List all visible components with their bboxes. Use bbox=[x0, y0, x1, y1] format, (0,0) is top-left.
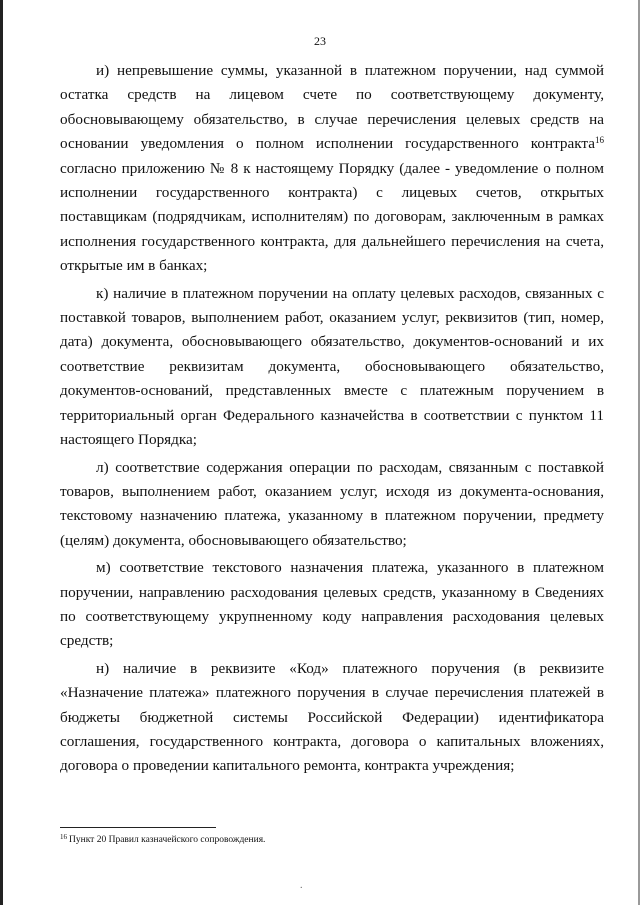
paragraph-k: к) наличие в платежном поручении на оплату целевых расходов, связанных с поставкой товаров, выполнением работ, оказанием услуг, реквизитов (тип, номер, дата) документа, обосновывающего обязательство, документов-оснований и их соответствие реквизитам документа, обосновывающего обязательство, документов-оснований, представленных вместе с платежным поручением в территориальный орган Федерального казначейства в соответствии с пунктом 11 настоящего Порядка; bbox=[60, 284, 604, 449]
scan-edge-left bbox=[0, 0, 3, 905]
footnote-reference[interactable]: 16 bbox=[595, 135, 604, 146]
paragraph-m: м) соответствие текстового назначения платежа, указанного в платежном поручении, направлению расходования целевых средств, указанному в Сведениях по соответствующему укрупненному коду направления расходования целевых средств; bbox=[60, 559, 604, 650]
paragraph-i-text-continued: согласно приложению № 8 к настоящему Порядку (далее - уведомление о полном исполнении государственного контракта) с лицевых счетов, открытых поставщикам (подрядчикам, исполнителям) по договорам, заключенным в рамках исполнения государственного контракта, для дальнейшего перечисления на счета, открытые им в банках; bbox=[60, 159, 604, 275]
paragraph-n: н) наличие в реквизите «Код» платежного поручения (в реквизите «Назначение платежа» платежного поручения в случае перечисления платежей в бюджеты бюджетной системы Российской Федерации) идентификатора соглашения, государственного контракта, договора о капитальных вложениях, договора о проведении капитального ремонта, контракта учреждения; bbox=[60, 659, 604, 775]
paragraph-i bbox=[60, 59, 604, 279]
footnote-number: 16 bbox=[60, 833, 67, 841]
footer-mark: . bbox=[300, 880, 303, 891]
footnote bbox=[60, 834, 600, 846]
paragraph-i-text: и) непревышение суммы, указанной в платежном поручении, над суммой остатка средств на лицевом счете по соответствующему документу, обосновывающему обязательство, в случае перечисления целевых средств на основании уведомления о полном исполнении государственного контракта bbox=[60, 62, 604, 153]
document-body bbox=[60, 59, 604, 782]
footnote-text: Пункт 20 Правил казначейского сопровождения. bbox=[69, 835, 266, 845]
page-number: 23 bbox=[314, 34, 326, 48]
paragraph-l: л) соответствие содержания операции по расходам, связанным с поставкой товаров, выполнением работ, оказанием услуг, исходя из документа-основания, текстовому назначению платежа, указанному в платежном поручении, предмету (целям) документа, обосновывающего обязательство; bbox=[60, 458, 604, 549]
footnote-separator bbox=[60, 827, 216, 828]
